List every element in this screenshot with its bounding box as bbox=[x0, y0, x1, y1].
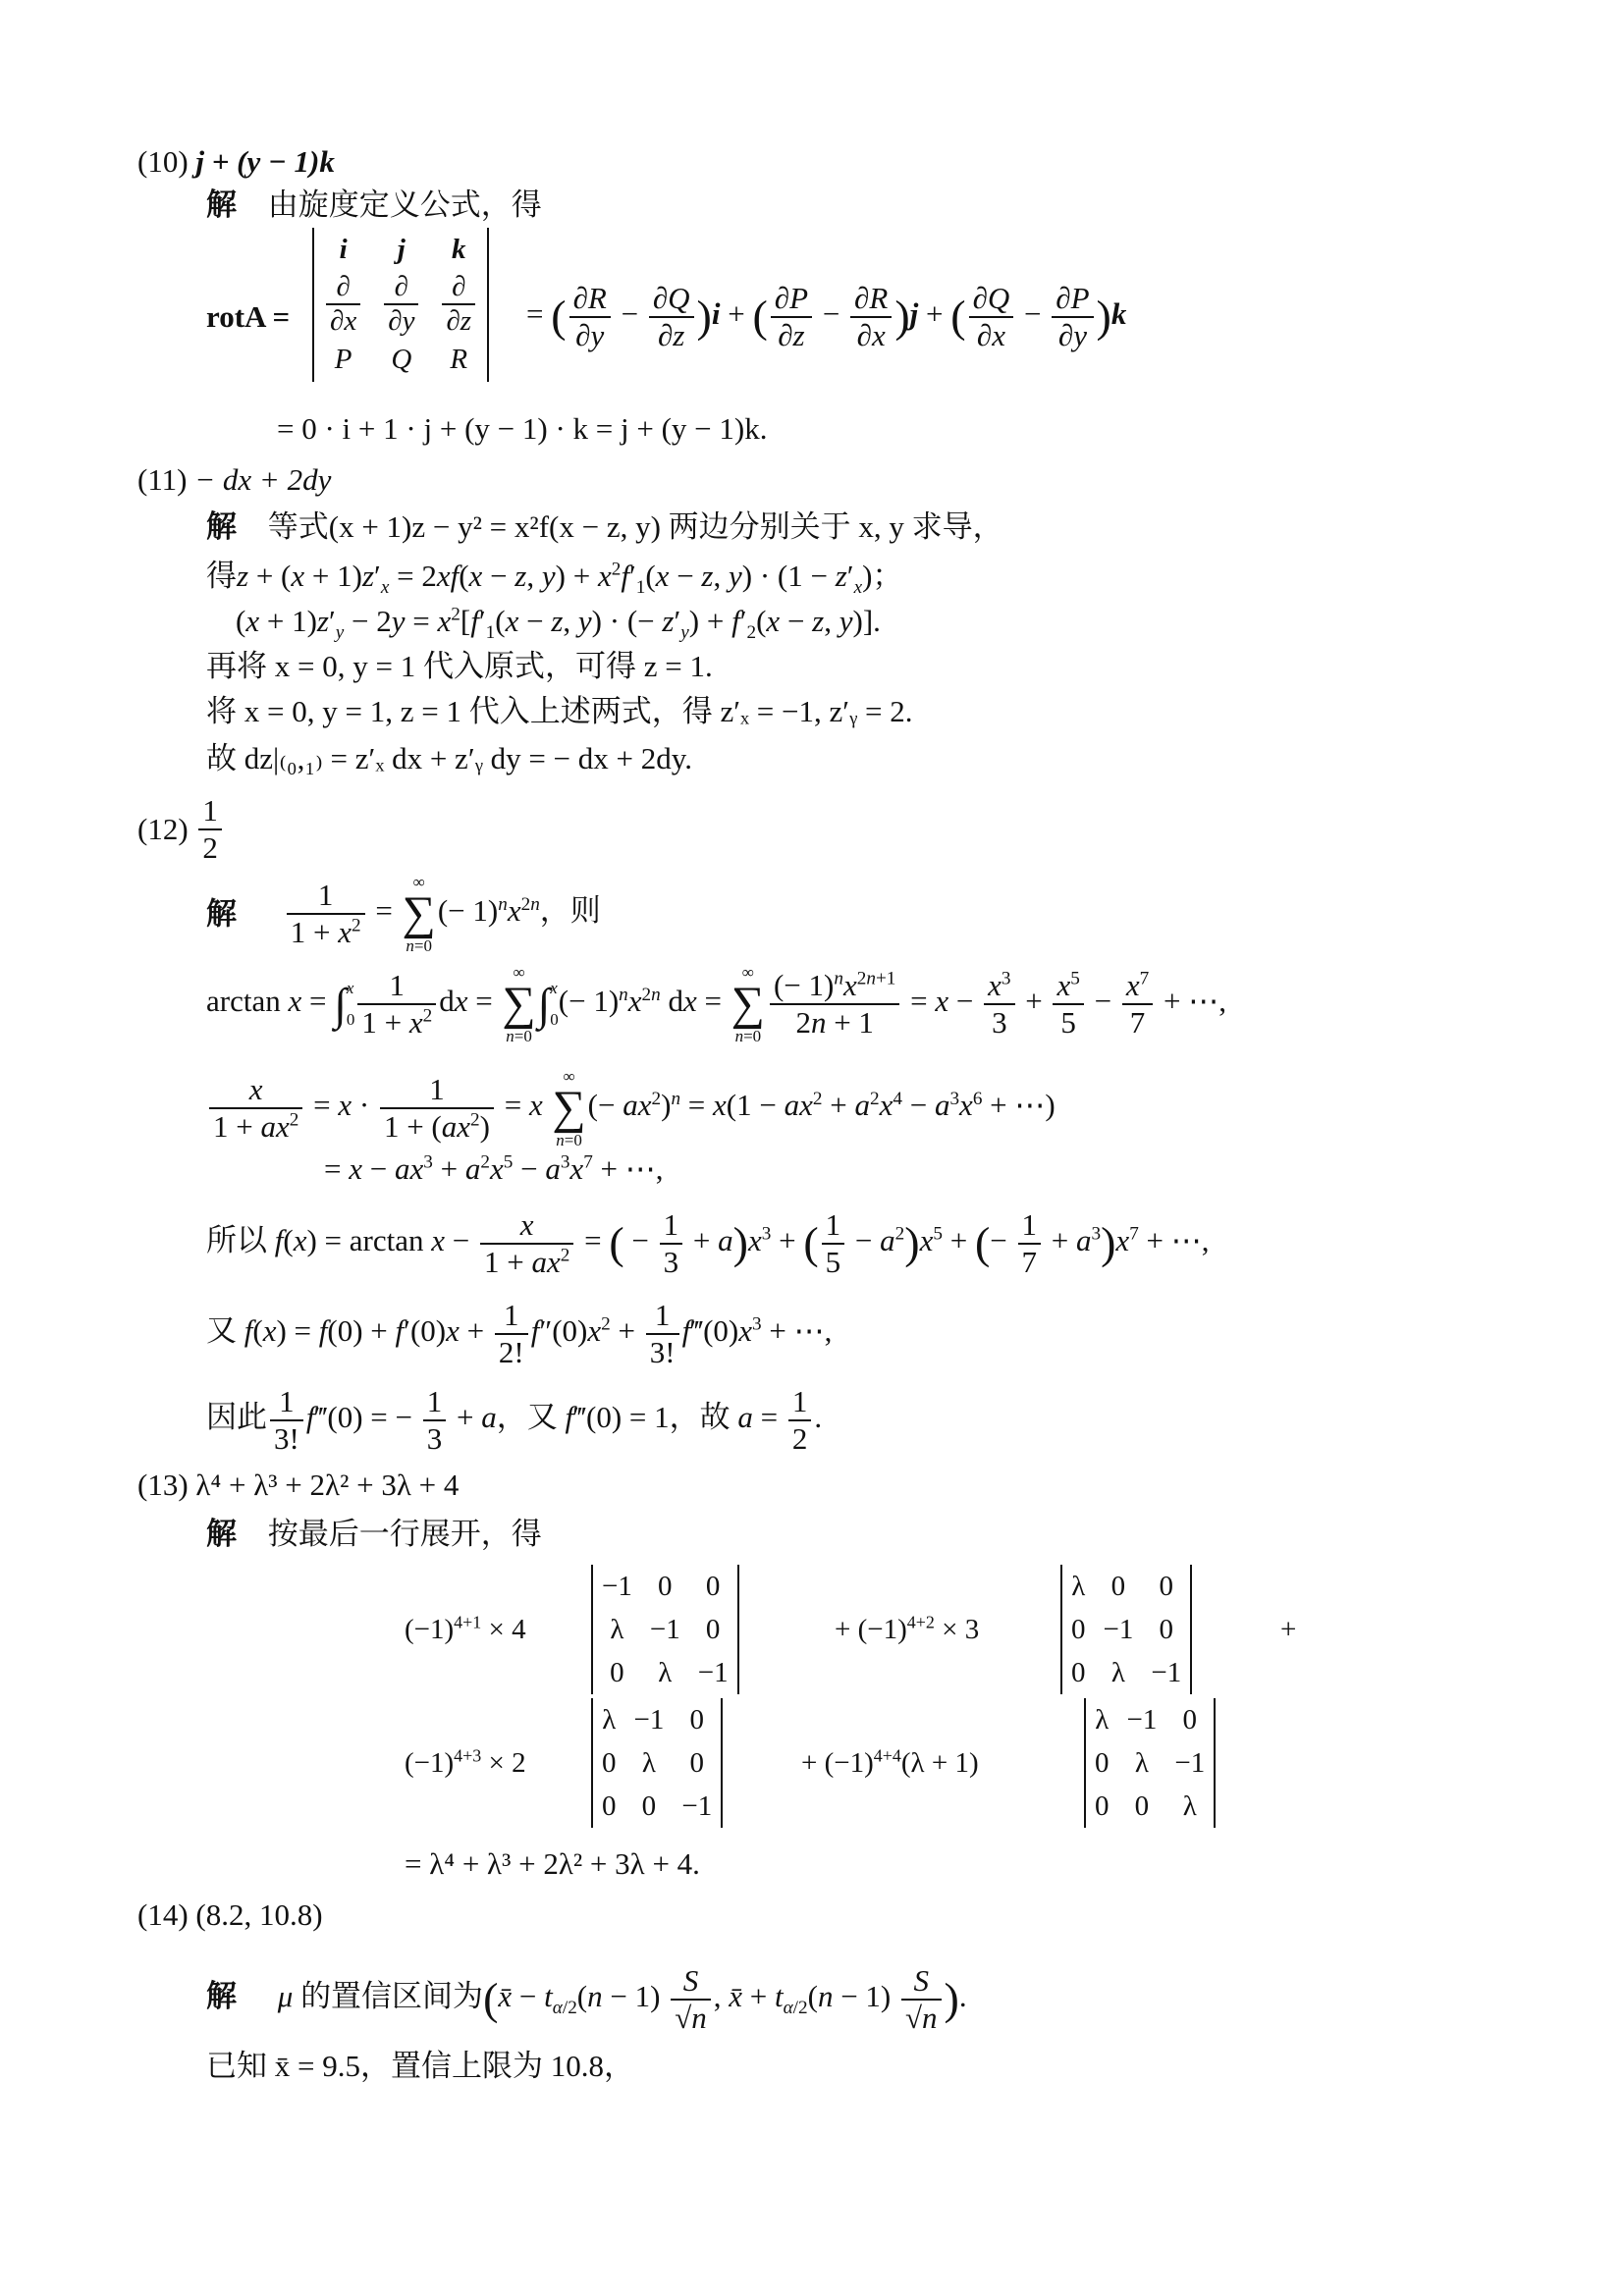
q13-coef-2: + $(-1)^{4+2} \times 3$ bbox=[835, 1612, 980, 1645]
q14-interval: 解 μ 的置信区间为(x̄ − $t_{\alpha/2}(n - 1)$ $\frac{S}{√n}$ , x̄ + $t_{\alpha/2}(n - 1)$ $\frac{S}{√n}$ ). bbox=[206, 1963, 967, 2035]
partial-y: ∂ ∂y bbox=[384, 271, 418, 339]
q14-last-line: 已知 x̄ = 9.5，置信上限为 10.8， bbox=[206, 2049, 634, 2083]
q13-det-2: λ 0 0 0 −1 0 0 λ −1 bbox=[1060, 1565, 1192, 1694]
q10-rot-label: rotA = bbox=[206, 299, 291, 334]
det-P: P bbox=[334, 344, 352, 376]
det-R: R bbox=[450, 344, 468, 376]
q10-label: (10) bbox=[137, 144, 189, 179]
q11-line2: 得$z + (x + 1)z'_x = 2xf(x - z$, $y) + x^2f'_1(x - z$, $y) \cdot (1 - z'_x)$； bbox=[206, 559, 903, 599]
q11-line3: $(x + 1)z'_y - 2y = x^2[f'_1(x - z$, y) · (− $z'_y) + f'_2(x - z$, y)]. bbox=[236, 604, 881, 644]
q14-header bbox=[137, 1896, 323, 1933]
q14-label: (14) bbox=[137, 1897, 189, 1932]
det-i: i bbox=[339, 233, 348, 265]
partial-x: ∂ ∂x bbox=[326, 271, 360, 339]
q13-coef-3: $(-1)^{4+3} \times 2$ bbox=[405, 1745, 526, 1779]
q13-label: (13) bbox=[137, 1468, 189, 1502]
q12-fx-series: 所以 f(x) = arctan x − $\frac{x}{1 + ax^2}$ = ( − $\frac{1}{3}$ + $a)x^3$ + ( $\frac{1}{5}$ − $a^2)x^5$ + (− $\frac{1}{7}$ + $a^3)x^7$ + ⋯, bbox=[206, 1207, 1210, 1279]
q13-answer: λ⁴ + λ³ + 2λ² + 3λ + 4 bbox=[195, 1468, 460, 1502]
q11-line1: 解 等式(x + 1)z − y² = x²f(x − z, y) 两边分别关于 x, y 求导， bbox=[206, 509, 1003, 544]
q13-coef-4: + $(-1)^{4+4}(\lambda + 1)$ bbox=[801, 1745, 979, 1779]
q10-solution-intro bbox=[206, 187, 542, 223]
q12-conclusion: 因此 $\frac{1}{3!}$ f‴(0) = − $\frac{1}{3}$ + a，又 f‴(0) = 1，故 a = $\frac{1}{2}$ . bbox=[206, 1384, 823, 1456]
q13-det-3: λ −1 0 0 λ 0 0 0 −1 bbox=[591, 1698, 723, 1828]
partial-z: ∂ ∂z bbox=[442, 271, 475, 339]
q10-curl-expansion: = ( $\frac{\partial R}{\partial y}$ − $\frac{\partial Q}{\partial z}$ )i + ( $\frac{\partial P}{\partial z}$ − $\frac{\partial R}{\partial x}$ )j + ( $\frac{\partial Q}{\partial x}$ − $\frac{\partial P}{\partial y}$ )k bbox=[526, 281, 1127, 352]
q10-curl-determinant bbox=[312, 228, 489, 382]
q10-header bbox=[137, 143, 335, 180]
q10-sol-text: 由旋度定义公式，得 bbox=[267, 187, 542, 222]
det-k: k bbox=[452, 233, 466, 265]
q12-header bbox=[137, 793, 225, 865]
q12-rational-series: $\frac{x}{1 + ax^2}$ = x · $\frac{1}{1 + (ax^2)}$ = x ∞ ∑ n=0 (− $ax^2)^n = x(1 - ax^2 + a^2x^4 - a^3x^6$ + ⋯) bbox=[206, 1068, 1056, 1148]
q13-header bbox=[137, 1467, 459, 1503]
q13-plus: + bbox=[1280, 1614, 1297, 1645]
q13-det-4: λ −1 0 0 λ −1 0 0 λ bbox=[1084, 1698, 1216, 1828]
det-Q: Q bbox=[391, 344, 412, 376]
q10-result: = 0 · i + 1 · j + (y − 1) · k = j + (y − 1)k. bbox=[277, 411, 768, 446]
q12-arctan-series: arctan x = ∫ x 0 $\frac{1}{1 + x^2}$ dx = ∞ ∑ n=0 ∫ x 0 (− $1)^nx^{2n}$ dx = ∞ ∑ n=0 $\frac{(- 1)^nx^{2n+1}}{2n + 1}$ = x − $\frac{x^3}{3}$ + $\frac{x^5}{5}$ − $\frac{x^7}{7}$ + ⋯, bbox=[206, 963, 1226, 1045]
q11-line5: 将 x = 0, y = 1, z = 1 代入上述两式，得 z′ₓ = −1, z′ᵧ = 2. bbox=[206, 694, 913, 728]
q12-series-1: 解 $\frac{1}{1 + x^2}$ = ∞ ∑ n=0 (− $1)^nx^{2n}$，则 bbox=[206, 873, 601, 955]
q13-det-1: −1 0 0 λ −1 0 0 λ −1 bbox=[591, 1565, 739, 1694]
q12-taylor: 又 f(x) = f(0) + f′(0)x + $\frac{1}{2!}$ $f''(0)x^2$ + $\frac{1}{3!}$ $f‴(0)x^3$ + ⋯, bbox=[206, 1298, 833, 1369]
q11-label: (11) bbox=[137, 462, 188, 497]
det-j: j bbox=[397, 233, 406, 265]
q13-solution-intro: 解 按最后一行展开，得 bbox=[206, 1517, 542, 1551]
q12-label: (12) bbox=[137, 812, 189, 847]
q11-header bbox=[137, 461, 331, 498]
q11-answer: − dx + 2dy bbox=[194, 462, 332, 497]
q13-result: = λ⁴ + λ³ + 2λ² + 3λ + 4. bbox=[405, 1846, 700, 1881]
q13-coef-1: $(-1)^{4+1} \times 4$ bbox=[405, 1612, 526, 1645]
q14-answer: (8.2, 10.8) bbox=[195, 1897, 323, 1932]
q11-line6: 故 dz|₍₀,₁₎ = z′ₓ dx + z′ᵧ dy = − dx + 2dy. bbox=[206, 741, 693, 775]
q12-rational-series-2: = $x - ax^3 + a^2x^5 - a^3x^7$ + ⋯, bbox=[324, 1151, 664, 1186]
q11-line4: 再将 x = 0, y = 1 代入原式，可得 z = 1. bbox=[206, 649, 713, 683]
q10-sol-label: 解 bbox=[206, 187, 237, 222]
q10-answer: j + (y − 1)k bbox=[195, 144, 335, 179]
q12-answer-fraction: $\frac{1}{2}$ bbox=[198, 793, 222, 865]
